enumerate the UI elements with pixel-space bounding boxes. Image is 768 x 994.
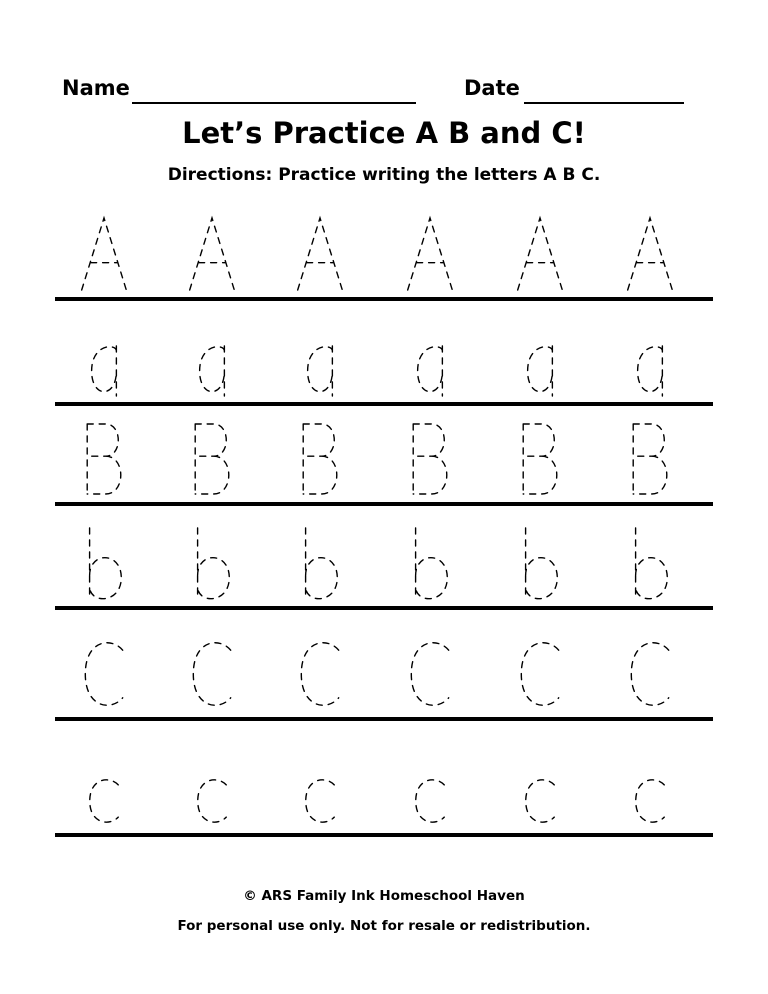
tracing-letter-upper-c [301,643,338,705]
tracing-letter-lower-b [526,528,558,600]
tracing-letter-upper-c [631,643,668,705]
tracing-letter-upper-b [195,424,229,494]
tracing-letter-lower-b [636,528,668,600]
baseline-rule-5 [55,717,713,721]
tracing-letter-upper-a [628,218,673,290]
baseline-rule-3 [55,502,713,506]
tracing-letter-upper-a [82,218,127,290]
tracing-letter-upper-b [633,424,667,494]
tracing-letter-upper-c [411,643,448,705]
tracing-letter-lower-c [526,780,555,822]
directions-text: Directions: Practice writing the letters A B C. [167,165,601,185]
tracing-letter-lower-a [418,346,443,396]
tracing-letter-upper-a [518,218,563,290]
tracing-letter-upper-c [521,643,558,705]
name-label: Name [62,76,130,100]
tracing-letter-lower-b [90,528,122,600]
tracing-letter-lower-b [198,528,230,600]
page-title: Let’s Practice A B and C! [182,116,586,150]
tracing-letter-lower-c [416,780,445,822]
tracing-letter-lower-c [198,780,227,822]
usage-notice: For personal use only. Not for resale or redistribution. [177,918,591,934]
tracing-letter-upper-c [85,643,122,705]
tracing-letter-lower-a [200,346,225,396]
tracing-letter-lower-c [636,780,665,822]
date-label: Date [464,76,520,100]
baseline-rule-1 [55,297,713,301]
tracing-letter-upper-b [303,424,337,494]
tracing-letter-lower-c [306,780,335,822]
tracing-letter-lower-a [92,346,117,396]
tracing-letter-lower-b [416,528,448,600]
tracing-letter-lower-b [306,528,338,600]
tracing-letter-upper-a [190,218,235,290]
baseline-rule-4 [55,606,713,610]
tracing-letter-lower-a [528,346,553,396]
tracing-letter-lower-c [90,780,119,822]
baseline-rule-2 [55,402,713,406]
tracing-letter-upper-b [87,424,121,494]
copyright-text: © ARS Family Ink Homeschool Haven [243,888,525,904]
tracing-letter-lower-a [308,346,333,396]
tracing-letter-upper-c [193,643,230,705]
tracing-letter-upper-a [408,218,453,290]
tracing-letter-upper-a [298,218,343,290]
baseline-rule-6 [55,833,713,837]
tracing-letter-upper-b [523,424,557,494]
tracing-letter-upper-b [413,424,447,494]
tracing-letter-lower-a [638,346,663,396]
